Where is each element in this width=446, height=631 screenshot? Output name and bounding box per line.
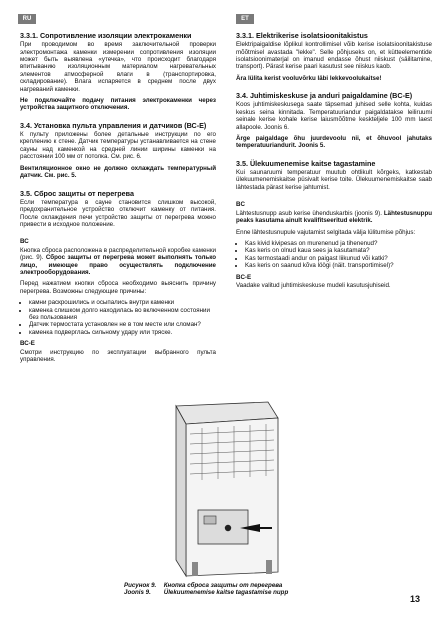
column-estonian (236, 32, 432, 293)
bce-heading: ВС-Е (20, 340, 35, 348)
bc-causes-list (236, 240, 432, 270)
list-item: • каменка подверглась сильному удару или тряске. (29, 329, 216, 336)
reset-button-icon (225, 525, 231, 531)
section-3-5-title: 3.5. Сброс защиты от перегрева (20, 188, 134, 198)
list-item: • Kas termostaadi andur on paigast liikunud või katki? (245, 255, 432, 262)
section-3-4-warning: Ärge paigaldage õhu juurdevoolu nii, et õhuvool jahutaks temperatuuriandurit. Joonis 5. (236, 135, 432, 150)
bc-body-2: Перед нажатием кнопки сброса необходимо выяснить причину перегрева. Возможны следующие причины: (20, 280, 216, 295)
bc-body: Lähtestusnupp asub kerise ühenduskarbis (joonis 9). Lähtestusnuppu peaks kasutama ainult kvalifitseeritud elektrik. (236, 209, 432, 225)
figure-caption: Рисунок 9. Кнопка сброса защиты от перегрева Joonis 9. Ülekuumenemise kaitse tagastamise nupp (124, 582, 289, 597)
bc-heading: BC (236, 201, 245, 209)
list-item: • Kas kivid kivipesas on murenenud ja tihenenud? (245, 240, 432, 247)
language-tab-ru: RU (18, 14, 36, 24)
bc-body: Кнопка сброса расположена в распределительной коробке каменки (рис. 9). Сброс защиты от перегрева может выполнять только лицо, имеющее право осуществлять подключение электрооборудования. (20, 246, 216, 276)
list-item: • Датчик термостата установлен не в том месте или сломан? (29, 321, 216, 328)
section-3-4-body: Koos juhtimiskeskusega saate täpsemad juhised selle kohta, kuidas keskus seina kinnitada. Temperatuuriandur paigaldatakse leiliruumi seinale kerise kohale kerise laiusmõõtme keskteljele 100 mm laest allapoole. Joonis 6. (236, 101, 432, 131)
section-3-4-warning: Вентиляционное окно не должно охлаждать температурный датчик. См. рис. 5. (20, 164, 216, 180)
section-3-3-1-body: При проводимом во время заключительной проверки электромонтажа каменки измерении сопротивления изоляции может быть выявлена «утечка», что происходит благодаря впитыванию изоляционным материалом нагревательных элементов атмосферной влаги в (транспортировка, складирование). Влага испаряется в среднем после двух нагреваний каменки. (20, 41, 216, 93)
bc-heading: ВС (20, 238, 29, 246)
section-3-3-1-body: Elektripaigaldise lõplikul kontrollimisel võib kerise isolatsioonitakistuse mõõtmisel avastada "lekke". Selle põhjuseks on, et kütteelementide isolatsioonimaterjal on imanud endasse õhust niiskust (säilitamine, transport). Pärast kerise paari kasutust see niiskus kaob. (236, 41, 432, 71)
bce-heading: BC-E (236, 273, 252, 281)
language-tab-et: ET (236, 14, 254, 24)
list-item: • каменка слишком долго находилась во включенном состоянии без пользования (29, 307, 216, 322)
section-3-5-body: Если температура в сауне становится слишком высокой, предохранительное устройство отключит каменку от питания. После охлаждения печи устройство защиты от перегрева можно привести в исходное положение. (20, 198, 216, 228)
bc-causes-list (20, 299, 216, 336)
section-3-3-1-warning: Ära lülita kerist vooluvõrku läbi lekkevoolukaitse! (236, 74, 382, 82)
section-3-4-title: 3.4. Juhtimiskeskuse ja anduri paigaldamine (BC-E) (236, 91, 413, 101)
section-3-5-body: Kui saunaruumi temperatuur muutub ohtlikult kõrgeks, katkestab ülekuumenemiskaitse püsivalt kerise toite. Ülekuumenemiskaitse saab lähtestada pärast kerise jahtumist. (236, 169, 432, 191)
bc-body-2: Enne lähtestusnupule vajutamist selgitada välja lülitumise põhjus: (236, 228, 416, 236)
section-3-5-title: 3.5. Ülekuumenemise kaitse tagastamine (236, 158, 376, 168)
section-3-3-1-title: 3.3.1. Elektrikerise isolatsioonitakistus (236, 31, 368, 40)
list-item: • Kas keris on olnud kaua sees ja kasutamata? (245, 247, 432, 254)
heater-reset-button-illustration (168, 400, 284, 578)
section-3-3-1-warning: Не подключайте подачу питания электрокаменки через устройства защитного отключения. (20, 97, 216, 112)
section-3-4-title: 3.4. Установка пульта управления и датчиков (ВС-Е) (20, 120, 207, 130)
section-3-3-1-title: 3.3.1. Сопротивление изоляции электрокаменки (20, 31, 192, 40)
bce-body: Смотри инструкцию по эксплуатации выбранного пульта управления. (20, 348, 216, 364)
list-item: • камни раскрошились и осыпались внутри каменки (29, 299, 216, 306)
section-3-4-body: К пульту приложены более детальные инструкции по его креплению к стене. Датчик температуры устанавливается на стене сауны над каменкой на средней линии ширины каменки на расстоянии 100 мм от потолка. См. рис. 6. (20, 131, 216, 161)
column-russian (20, 32, 216, 367)
list-item: • Kas keris on saanud kõva löögi (näit. transportimisel)? (245, 262, 432, 269)
bce-body: Vaadake valitud juhtimiskeskuse mudeli kasutusjuhiseid. (236, 281, 391, 289)
page-number: 13 (410, 594, 421, 604)
